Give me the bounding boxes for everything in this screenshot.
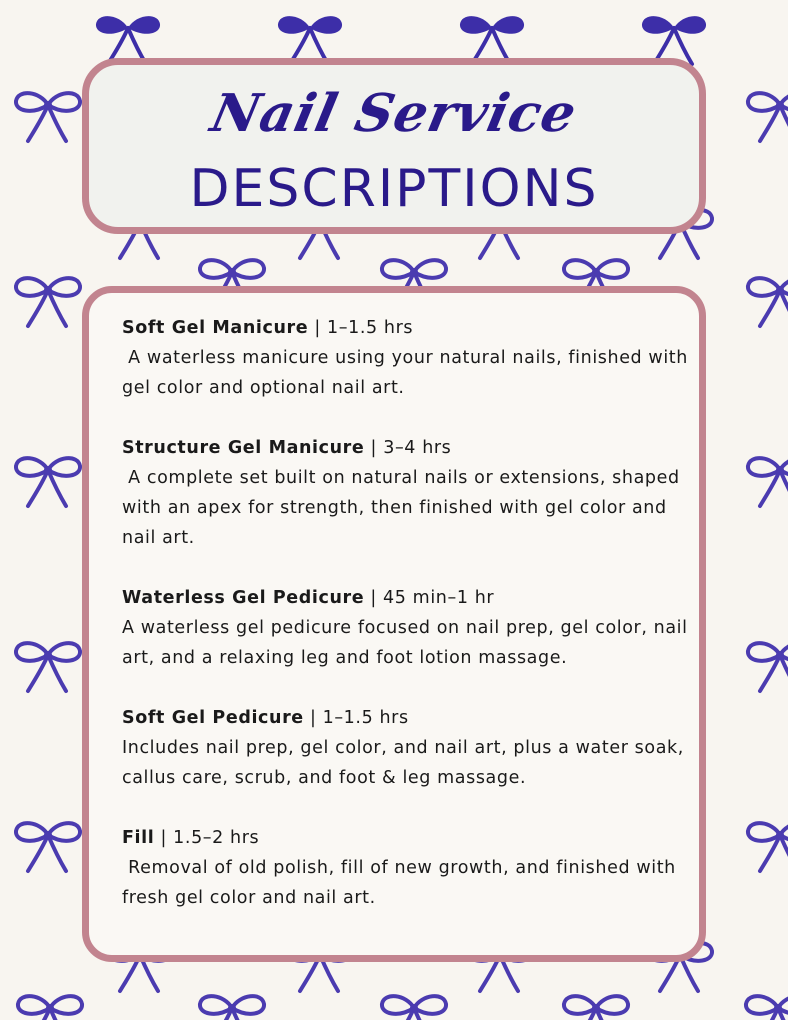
service-name: Soft Gel Pedicure [122,708,304,728]
service-description: Removal of old polish, fill of new growth, and finished with fresh gel color and nail art. [122,858,683,908]
service-description: A waterless gel pedicure focused on nail prep, gel color, nail art, and a relaxing leg and foot lotion massage. [122,618,694,668]
service-description: A complete set built on natural nails or extensions, shaped with an apex for strength, then finished with gel color and nail art. [122,468,686,548]
service-description: Includes nail prep, gel color, and nail art, plus a water soak, callus care, scrub, and foot & leg massage. [122,738,691,788]
service-heading [122,823,690,853]
service-duration: | 1.5–2 hrs [154,828,260,848]
script-title: Nail Service [205,83,583,144]
service-item [122,703,690,793]
service-heading [122,703,690,733]
service-list [122,313,695,943]
services-card [82,286,706,962]
service-duration: | 3–4 hrs [364,438,452,458]
service-item [122,583,694,673]
title-card [82,58,706,234]
service-heading [122,313,690,343]
service-name: Fill [122,828,155,848]
service-name: Soft Gel Manicure [122,318,309,338]
service-description: A waterless manicure using your natural nails, finished with gel color and optional nail art. [122,348,695,398]
service-heading [122,433,690,463]
service-duration: | 1–1.5 hrs [303,708,409,728]
service-item [122,313,695,403]
service-heading [122,583,690,613]
service-name: Waterless Gel Pedicure [122,588,365,608]
service-item [122,823,690,913]
service-duration: | 45 min–1 hr [364,588,495,608]
service-name: Structure Gel Manicure [122,438,365,458]
page-title: DESCRIPTIONS [189,159,599,219]
service-item [122,433,690,553]
service-duration: | 1–1.5 hrs [308,318,414,338]
